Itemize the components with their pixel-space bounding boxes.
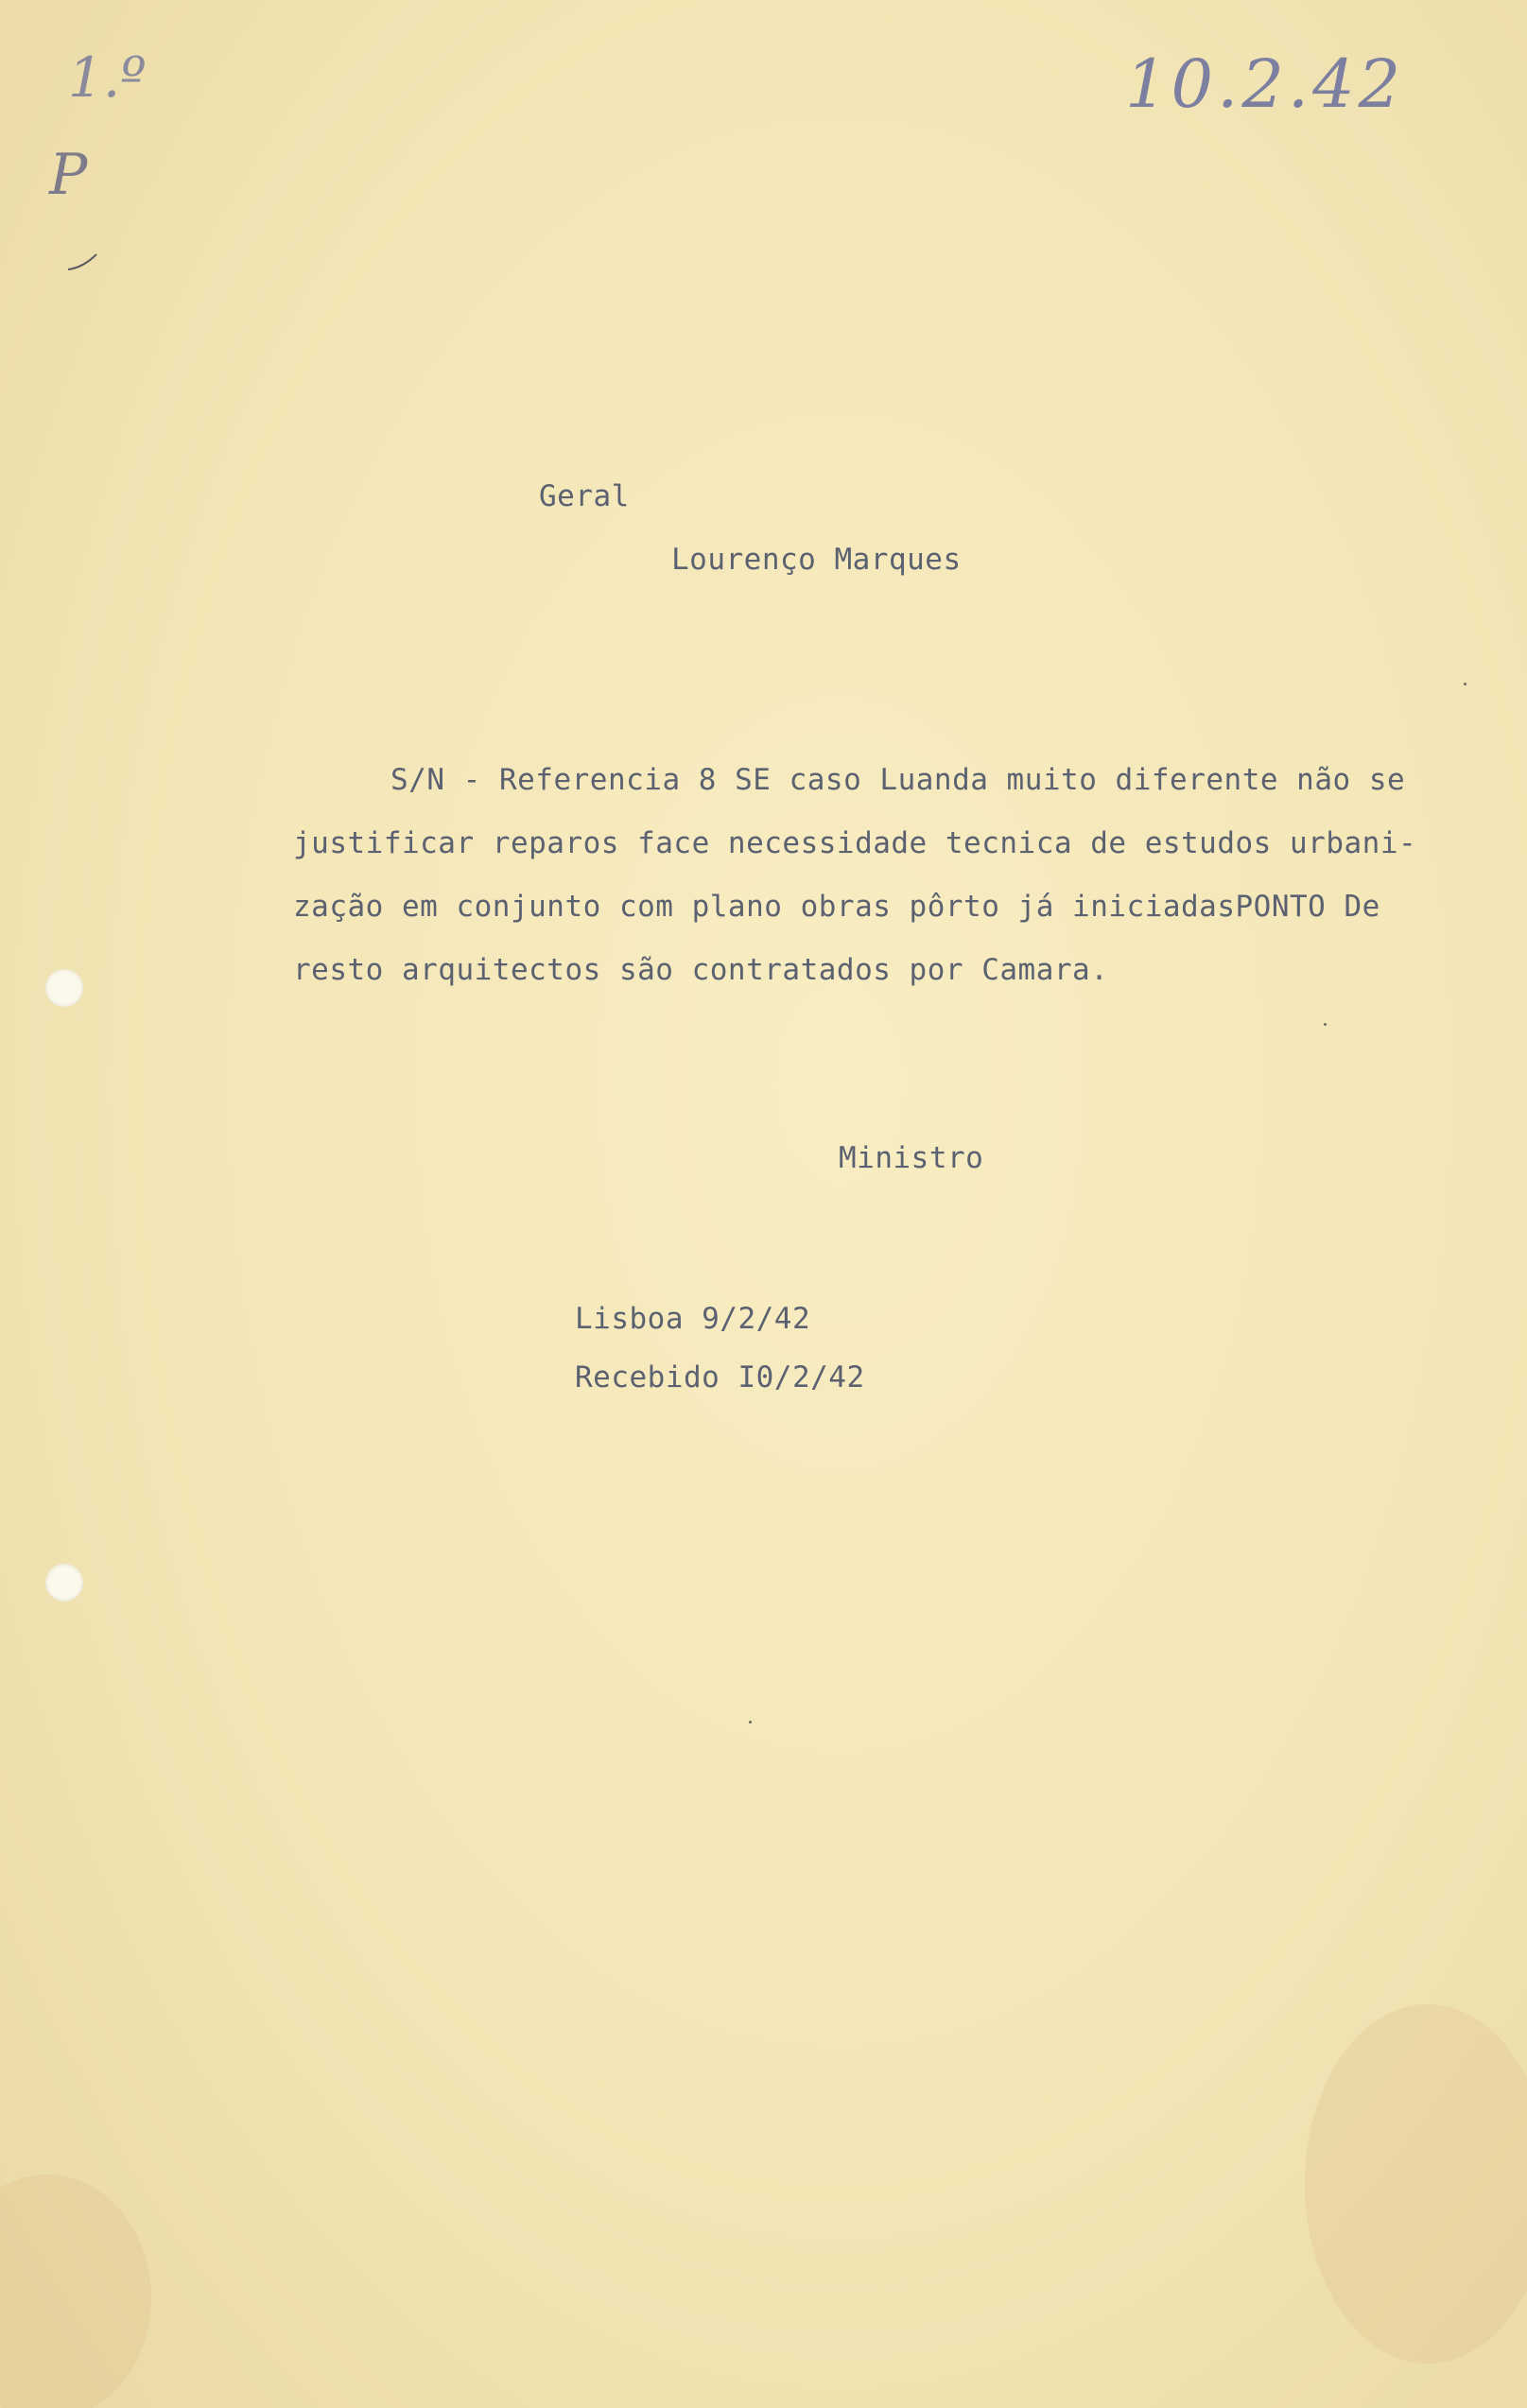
recipient-line-2: Lourenço Marques xyxy=(671,543,962,577)
paper-stain xyxy=(0,2174,151,2408)
margin-mark: 1.º xyxy=(68,45,147,110)
body-line-2: justificar reparos face necessidade tecnica de estudos urbani- xyxy=(293,826,1417,860)
signature: Ministro xyxy=(839,1141,984,1175)
handwritten-date: 10.2.42 xyxy=(1125,45,1405,123)
recipient-line-1: Geral xyxy=(539,479,630,513)
body-line-4: resto arquitectos são contratados por Camara. xyxy=(293,953,1109,987)
paper-speck xyxy=(749,1721,752,1724)
body-line-3: zação em conjunto com plano obras pôrto já iniciadasPONTO De xyxy=(293,890,1380,924)
body-line-1: S/N - Referencia 8 SE caso Luanda muito diferente não se xyxy=(390,763,1406,797)
received-date: Recebido I0/2/42 xyxy=(575,1360,865,1395)
paper-speck xyxy=(1464,683,1466,685)
punch-hole xyxy=(45,1564,83,1602)
margin-mark: P xyxy=(49,142,88,208)
paper-stain xyxy=(1305,2004,1527,2364)
margin-tick-mark xyxy=(66,251,100,273)
punch-hole xyxy=(45,969,83,1007)
paper-speck xyxy=(1324,1023,1327,1026)
sent-date: Lisboa 9/2/42 xyxy=(575,1302,811,1336)
